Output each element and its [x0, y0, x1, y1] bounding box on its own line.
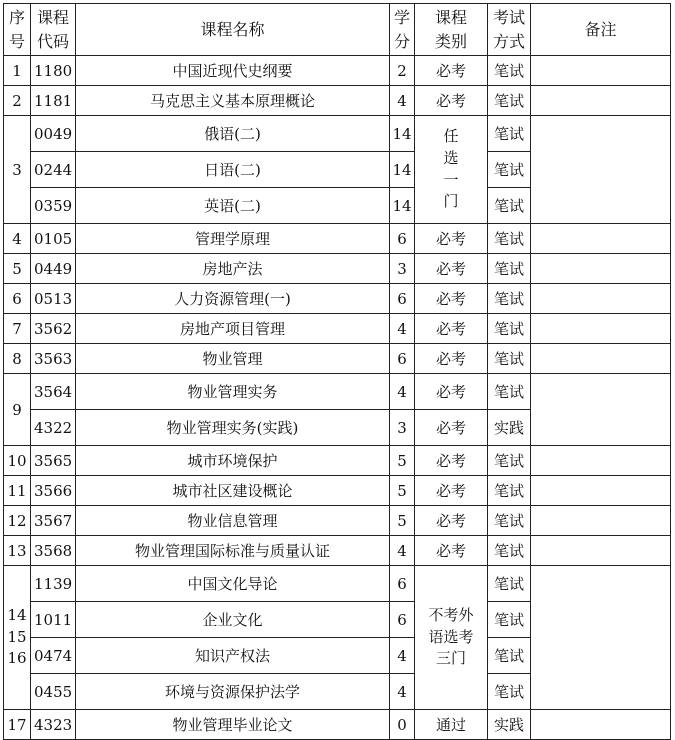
cell-seq: 2: [4, 86, 31, 116]
cell-note: [531, 710, 671, 740]
cell-seq: 4: [4, 224, 31, 254]
cell-name: 英语(二): [76, 188, 390, 224]
cell-note: [531, 566, 671, 710]
cell-seq: 9: [4, 374, 31, 446]
cell-exam: 笔试: [488, 536, 531, 566]
cell-credit: 4: [390, 536, 415, 566]
cell-exam: 笔试: [488, 116, 531, 152]
cell-code: 3562: [31, 314, 76, 344]
cell-seq: 6: [4, 284, 31, 314]
cell-name: 日语(二): [76, 152, 390, 188]
table-row: [4, 476, 671, 506]
cell-note: [531, 506, 671, 536]
course-table-container: [3, 3, 671, 740]
cell-type: 必考: [415, 410, 488, 446]
cell-credit: 4: [390, 314, 415, 344]
cell-name: 城市社区建设概论: [76, 476, 390, 506]
cell-exam: 笔试: [488, 638, 531, 674]
header-name: 课程名称: [76, 4, 390, 56]
cell-code: 3563: [31, 344, 76, 374]
cell-code: 3565: [31, 446, 76, 476]
cell-seq: 11: [4, 476, 31, 506]
cell-seq: 14 15 16: [4, 566, 31, 710]
table-row: [4, 56, 671, 86]
cell-type: 必考: [415, 506, 488, 536]
cell-code: 1011: [31, 602, 76, 638]
cell-name: 物业管理实务(实践): [76, 410, 390, 446]
header-row: [4, 4, 671, 56]
cell-type: 任 选 一 门: [415, 116, 488, 224]
cell-seq: 13: [4, 536, 31, 566]
cell-exam: 实践: [488, 410, 531, 446]
cell-credit: 4: [390, 638, 415, 674]
cell-code: 0513: [31, 284, 76, 314]
cell-credit: 6: [390, 602, 415, 638]
cell-seq: 12: [4, 506, 31, 536]
table-row: [4, 314, 671, 344]
cell-type: 必考: [415, 86, 488, 116]
cell-exam: 笔试: [488, 674, 531, 710]
table-row: [4, 86, 671, 116]
cell-name: 房地产项目管理: [76, 314, 390, 344]
cell-name: 中国文化导论: [76, 566, 390, 602]
cell-code: 0105: [31, 224, 76, 254]
cell-name: 物业管理: [76, 344, 390, 374]
cell-note: [531, 374, 671, 446]
cell-seq: 1: [4, 56, 31, 86]
cell-code: 4322: [31, 410, 76, 446]
cell-credit: 3: [390, 254, 415, 284]
cell-credit: 5: [390, 476, 415, 506]
cell-name: 企业文化: [76, 602, 390, 638]
cell-credit: 4: [390, 86, 415, 116]
cell-exam: 笔试: [488, 254, 531, 284]
cell-type: 必考: [415, 56, 488, 86]
cell-exam: 实践: [488, 710, 531, 740]
cell-seq: 3: [4, 116, 31, 224]
table-row: [4, 446, 671, 476]
cell-type: 必考: [415, 284, 488, 314]
table-row: [4, 374, 671, 410]
cell-note: [531, 314, 671, 344]
cell-credit: 4: [390, 674, 415, 710]
cell-name: 俄语(二): [76, 116, 390, 152]
cell-credit: 6: [390, 566, 415, 602]
cell-code: 0359: [31, 188, 76, 224]
cell-seq: 8: [4, 344, 31, 374]
cell-type: 必考: [415, 224, 488, 254]
cell-exam: 笔试: [488, 344, 531, 374]
cell-seq: 5: [4, 254, 31, 284]
cell-note: [531, 284, 671, 314]
cell-exam: 笔试: [488, 446, 531, 476]
cell-note: [531, 254, 671, 284]
cell-credit: 14: [390, 116, 415, 152]
header-seq: 序 号: [4, 4, 31, 56]
cell-name: 城市环境保护: [76, 446, 390, 476]
cell-code: 3567: [31, 506, 76, 536]
cell-type: 必考: [415, 254, 488, 284]
cell-type: 必考: [415, 344, 488, 374]
cell-type: 不考外 语选考 三门: [415, 566, 488, 710]
cell-code: 0244: [31, 152, 76, 188]
cell-code: 1139: [31, 566, 76, 602]
cell-type: 必考: [415, 374, 488, 410]
cell-exam: 笔试: [488, 224, 531, 254]
cell-name: 物业管理实务: [76, 374, 390, 410]
cell-note: [531, 224, 671, 254]
cell-exam: 笔试: [488, 56, 531, 86]
cell-type: 必考: [415, 446, 488, 476]
cell-note: [531, 86, 671, 116]
cell-exam: 笔试: [488, 314, 531, 344]
header-exam: 考试 方式: [488, 4, 531, 56]
table-row: [4, 710, 671, 740]
cell-code: 1180: [31, 56, 76, 86]
header-type: 课程 类别: [415, 4, 488, 56]
cell-name: 管理学原理: [76, 224, 390, 254]
cell-seq: 17: [4, 710, 31, 740]
cell-name: 环境与资源保护法学: [76, 674, 390, 710]
cell-exam: 笔试: [488, 284, 531, 314]
cell-note: [531, 536, 671, 566]
header-credit: 学 分: [390, 4, 415, 56]
cell-exam: 笔试: [488, 476, 531, 506]
table-row: [4, 254, 671, 284]
cell-exam: 笔试: [488, 602, 531, 638]
cell-note: [531, 344, 671, 374]
table-row: [4, 284, 671, 314]
cell-exam: 笔试: [488, 566, 531, 602]
header-note: 备注: [531, 4, 671, 56]
cell-name: 人力资源管理(一): [76, 284, 390, 314]
table-row: [4, 224, 671, 254]
table-row: [4, 536, 671, 566]
course-table: [3, 3, 671, 740]
cell-credit: 14: [390, 152, 415, 188]
cell-credit: 6: [390, 284, 415, 314]
cell-exam: 笔试: [488, 374, 531, 410]
cell-credit: 6: [390, 344, 415, 374]
cell-code: 3566: [31, 476, 76, 506]
cell-name: 中国近现代史纲要: [76, 56, 390, 86]
cell-code: 3568: [31, 536, 76, 566]
cell-code: 0455: [31, 674, 76, 710]
cell-type: 必考: [415, 476, 488, 506]
cell-name: 物业管理毕业论文: [76, 710, 390, 740]
cell-code: 1181: [31, 86, 76, 116]
cell-credit: 3: [390, 410, 415, 446]
cell-name: 知识产权法: [76, 638, 390, 674]
cell-name: 马克思主义基本原理概论: [76, 86, 390, 116]
cell-name: 物业管理国际标准与质量认证: [76, 536, 390, 566]
cell-type: 通过: [415, 710, 488, 740]
cell-seq: 7: [4, 314, 31, 344]
cell-credit: 6: [390, 224, 415, 254]
cell-exam: 笔试: [488, 86, 531, 116]
cell-code: 0474: [31, 638, 76, 674]
cell-note: [531, 116, 671, 224]
cell-code: 0449: [31, 254, 76, 284]
cell-credit: 4: [390, 374, 415, 410]
cell-credit: 0: [390, 710, 415, 740]
cell-type: 必考: [415, 536, 488, 566]
cell-note: [531, 446, 671, 476]
cell-credit: 5: [390, 446, 415, 476]
header-code: 课程 代码: [31, 4, 76, 56]
cell-exam: 笔试: [488, 506, 531, 536]
cell-note: [531, 476, 671, 506]
table-row: [4, 506, 671, 536]
cell-exam: 笔试: [488, 152, 531, 188]
cell-code: 3564: [31, 374, 76, 410]
cell-name: 物业信息管理: [76, 506, 390, 536]
cell-code: 0049: [31, 116, 76, 152]
cell-code: 4323: [31, 710, 76, 740]
cell-credit: 14: [390, 188, 415, 224]
cell-credit: 2: [390, 56, 415, 86]
cell-exam: 笔试: [488, 188, 531, 224]
table-row: [4, 116, 671, 152]
cell-credit: 5: [390, 506, 415, 536]
table-row: [4, 566, 671, 602]
cell-seq: 10: [4, 446, 31, 476]
cell-note: [531, 56, 671, 86]
cell-type: 必考: [415, 314, 488, 344]
table-row: [4, 344, 671, 374]
cell-name: 房地产法: [76, 254, 390, 284]
